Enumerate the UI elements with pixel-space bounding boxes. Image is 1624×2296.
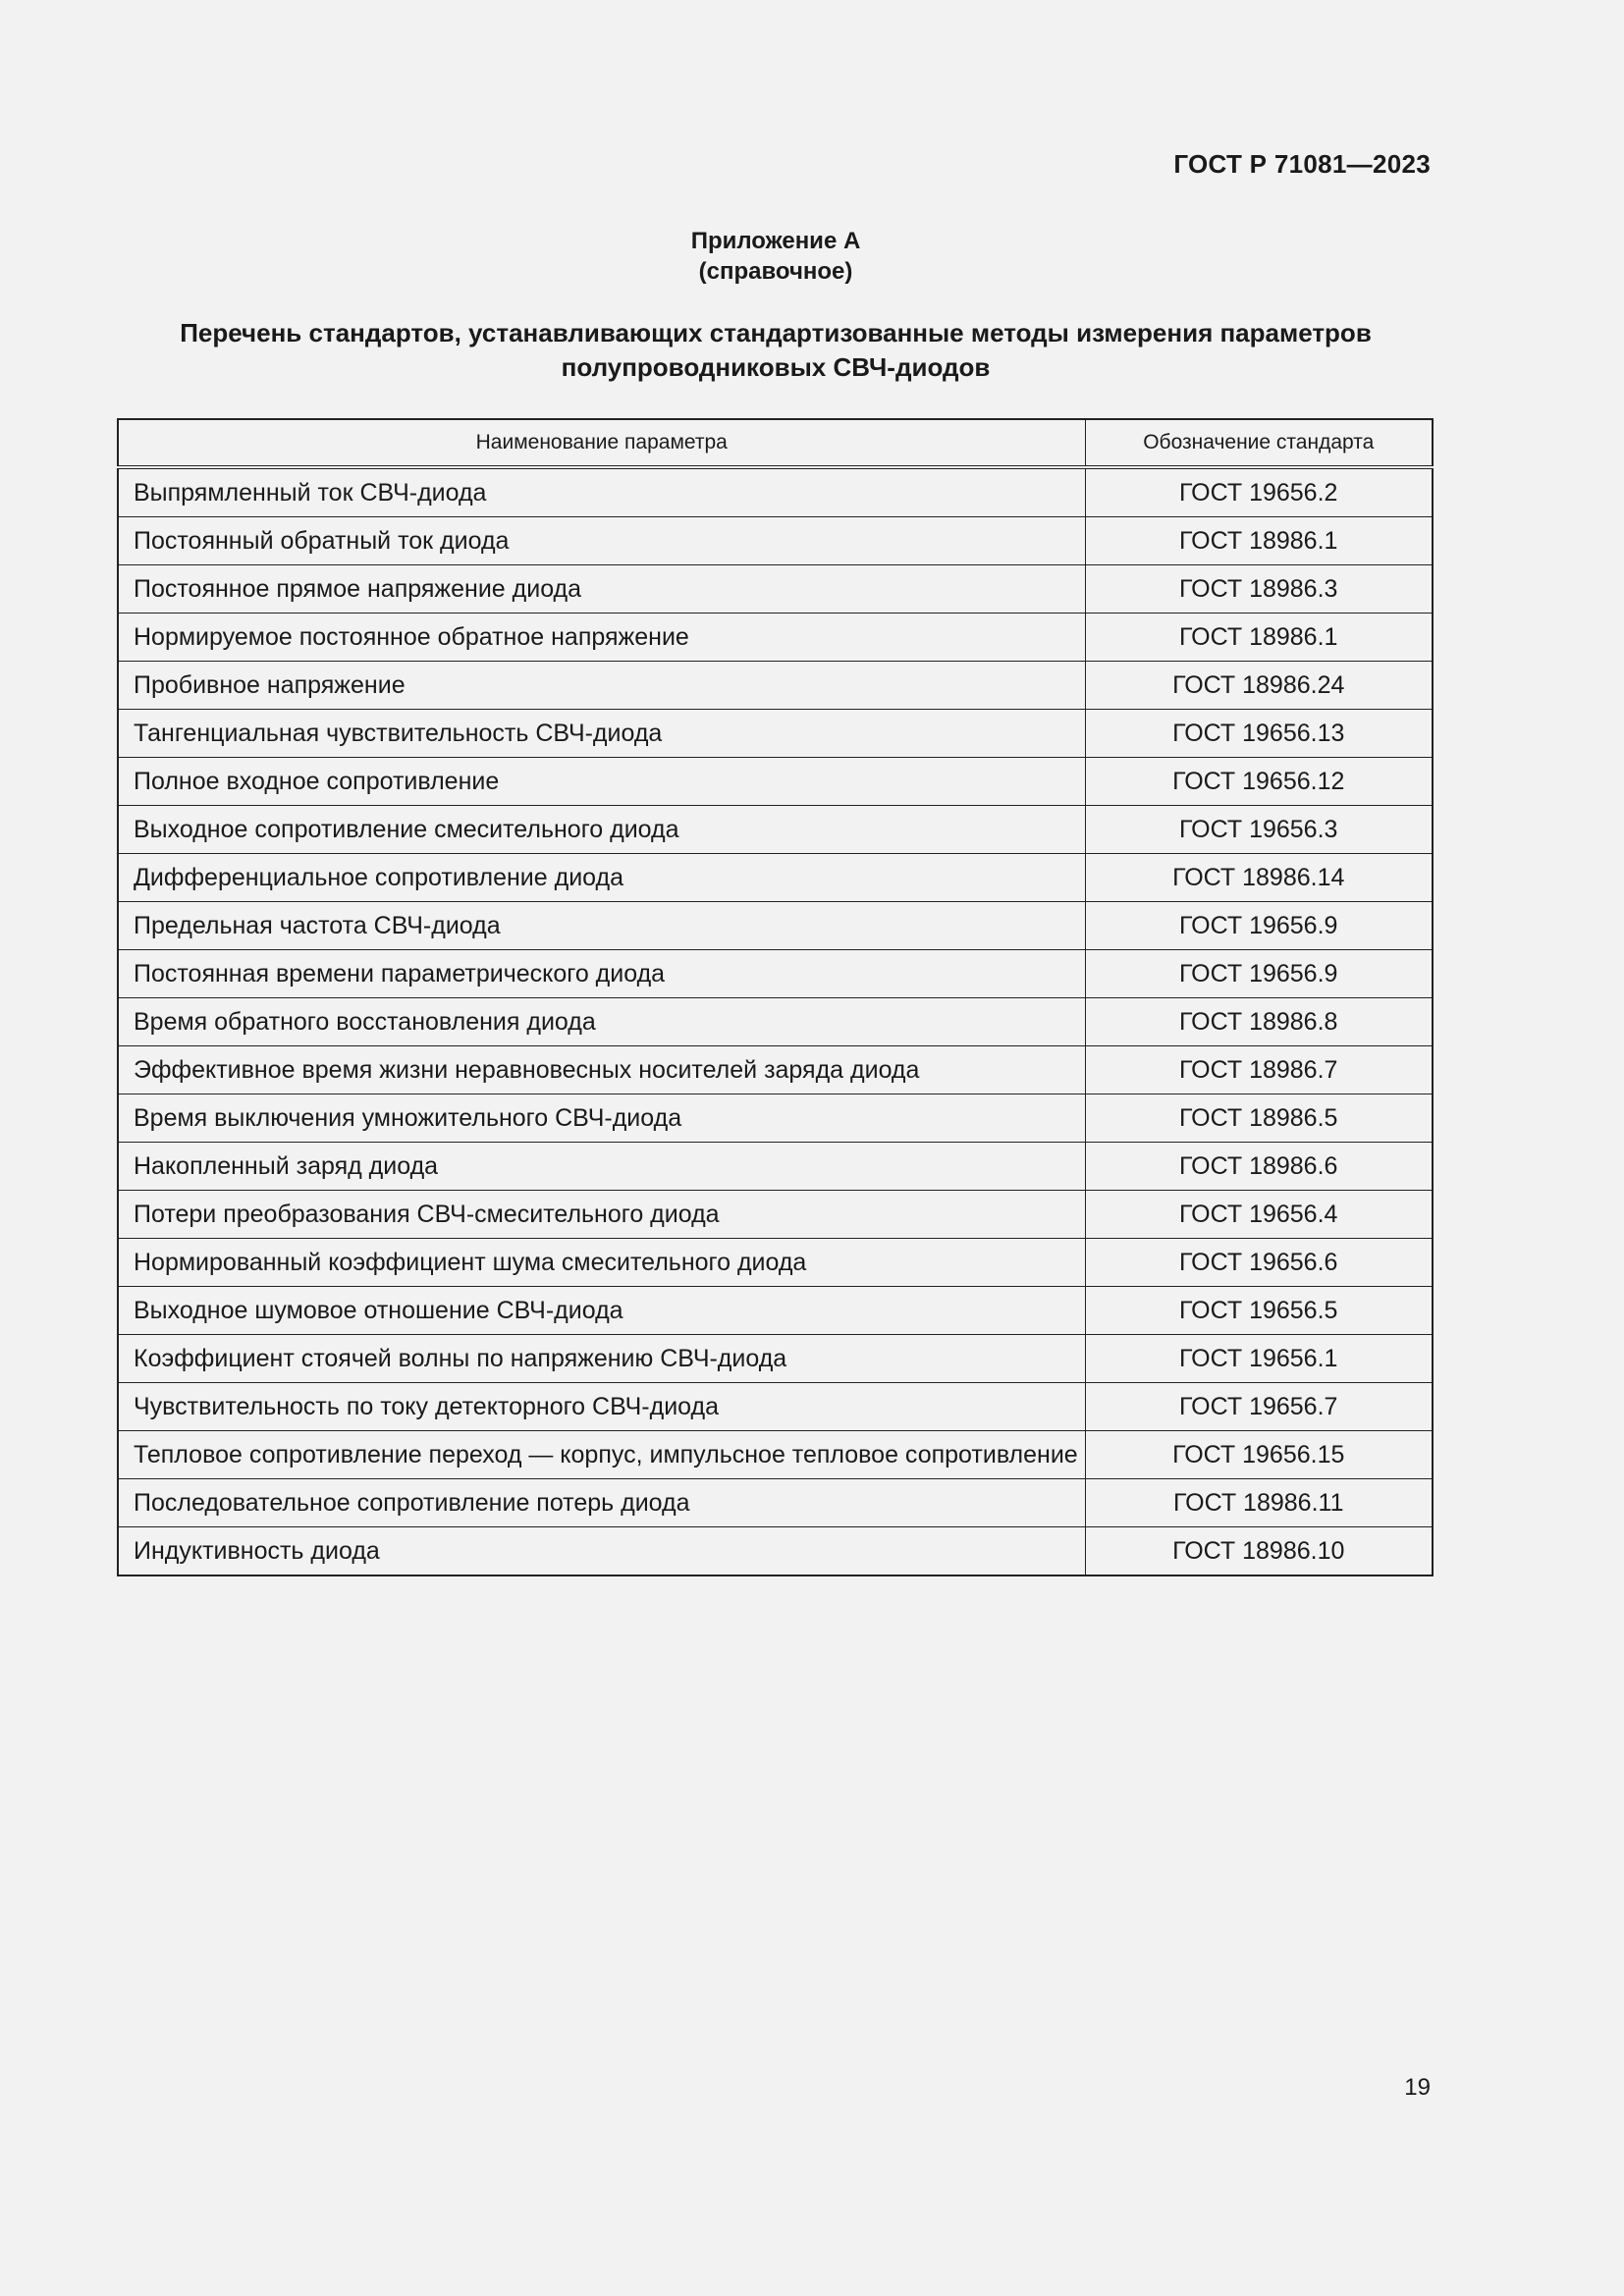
parameter-name-cell: Чувствительность по току детекторного СВЧ-диода xyxy=(118,1383,1085,1431)
standard-code-cell: ГОСТ 19656.15 xyxy=(1085,1431,1433,1479)
table-row xyxy=(118,998,1433,1046)
parameter-name-cell: Дифференциальное сопротивление диода xyxy=(118,854,1085,902)
standard-code-cell: ГОСТ 18986.1 xyxy=(1085,614,1433,662)
standard-code-cell: ГОСТ 19656.2 xyxy=(1085,467,1433,517)
table-row xyxy=(118,662,1433,710)
standard-code-cell: ГОСТ 18986.11 xyxy=(1085,1479,1433,1527)
standards-table xyxy=(117,418,1434,1576)
table-row xyxy=(118,1527,1433,1576)
standard-code-cell: ГОСТ 19656.6 xyxy=(1085,1239,1433,1287)
document-title xyxy=(0,316,1551,385)
standard-code-cell: ГОСТ 19656.13 xyxy=(1085,710,1433,758)
parameter-name-cell: Потери преобразования СВЧ-смесительного диода xyxy=(118,1191,1085,1239)
appendix-title: Приложение А xyxy=(690,228,861,254)
table-row xyxy=(118,614,1433,662)
table-row xyxy=(118,565,1433,614)
table-row xyxy=(118,950,1433,998)
standard-code-cell: ГОСТ 18986.24 xyxy=(1085,662,1433,710)
standard-code-cell: ГОСТ 18986.1 xyxy=(1085,517,1433,565)
page-number: 19 xyxy=(1404,2074,1431,2101)
table-row xyxy=(118,902,1433,950)
parameter-name-cell: Полное входное сопротивление xyxy=(118,758,1085,806)
table-row xyxy=(118,1479,1433,1527)
document-code: ГОСТ Р 71081—2023 xyxy=(1173,149,1431,179)
appendix-heading xyxy=(0,226,1551,287)
document-title-line-1: Перечень стандартов, устанавливающих стандартизованные методы измерения параметров xyxy=(180,318,1372,347)
parameter-name-cell: Накопленный заряд диода xyxy=(118,1143,1085,1191)
parameter-name-cell: Индуктивность диода xyxy=(118,1527,1085,1576)
table-row xyxy=(118,1335,1433,1383)
table-row xyxy=(118,1383,1433,1431)
parameter-name-cell: Тангенциальная чувствительность СВЧ-диода xyxy=(118,710,1085,758)
standard-code-cell: ГОСТ 19656.7 xyxy=(1085,1383,1433,1431)
parameter-name-cell: Постоянное прямое напряжение диода xyxy=(118,565,1085,614)
standard-code-cell: ГОСТ 19656.4 xyxy=(1085,1191,1433,1239)
table-header-row xyxy=(118,419,1433,467)
standard-code-cell: ГОСТ 19656.9 xyxy=(1085,902,1433,950)
table-row xyxy=(118,806,1433,854)
standard-code-cell: ГОСТ 19656.9 xyxy=(1085,950,1433,998)
table-row xyxy=(118,854,1433,902)
parameter-name-cell: Пробивное напряжение xyxy=(118,662,1085,710)
standard-code-cell: ГОСТ 18986.5 xyxy=(1085,1095,1433,1143)
parameter-name-cell: Время обратного восстановления диода xyxy=(118,998,1085,1046)
parameter-name-cell: Тепловое сопротивление переход — корпус, импульсное тепловое сопротивление xyxy=(118,1431,1085,1479)
document-title-line-2: полупроводниковых СВЧ-диодов xyxy=(561,352,991,382)
table-row xyxy=(118,467,1433,517)
parameter-name-cell: Коэффициент стоячей волны по напряжению СВЧ-диода xyxy=(118,1335,1085,1383)
column-header-parameter: Наименование параметра xyxy=(118,419,1085,467)
parameter-name-cell: Эффективное время жизни неравновесных носителей заряда диода xyxy=(118,1046,1085,1095)
parameter-name-cell: Выходное сопротивление смесительного диода xyxy=(118,806,1085,854)
table-row xyxy=(118,710,1433,758)
standard-code-cell: ГОСТ 19656.12 xyxy=(1085,758,1433,806)
parameter-name-cell: Последовательное сопротивление потерь диода xyxy=(118,1479,1085,1527)
table-row xyxy=(118,1239,1433,1287)
standard-code-cell: ГОСТ 18986.14 xyxy=(1085,854,1433,902)
column-header-standard: Обозначение стандарта xyxy=(1085,419,1433,467)
table-row xyxy=(118,517,1433,565)
standard-code-cell: ГОСТ 19656.3 xyxy=(1085,806,1433,854)
table-body xyxy=(118,467,1433,1575)
table-row xyxy=(118,758,1433,806)
standard-code-cell: ГОСТ 19656.5 xyxy=(1085,1287,1433,1335)
parameter-name-cell: Время выключения умножительного СВЧ-диода xyxy=(118,1095,1085,1143)
table-row xyxy=(118,1287,1433,1335)
standard-code-cell: ГОСТ 18986.8 xyxy=(1085,998,1433,1046)
table-row xyxy=(118,1095,1433,1143)
standard-code-cell: ГОСТ 18986.7 xyxy=(1085,1046,1433,1095)
table-row xyxy=(118,1191,1433,1239)
table-row xyxy=(118,1431,1433,1479)
parameter-name-cell: Предельная частота СВЧ-диода xyxy=(118,902,1085,950)
parameter-name-cell: Выпрямленный ток СВЧ-диода xyxy=(118,467,1085,517)
standard-code-cell: ГОСТ 18986.3 xyxy=(1085,565,1433,614)
parameter-name-cell: Постоянная времени параметрического диода xyxy=(118,950,1085,998)
standard-code-cell: ГОСТ 18986.10 xyxy=(1085,1527,1433,1576)
parameter-name-cell: Нормированный коэффициент шума смесительного диода xyxy=(118,1239,1085,1287)
appendix-subtitle: (справочное) xyxy=(698,258,853,285)
standard-code-cell: ГОСТ 18986.6 xyxy=(1085,1143,1433,1191)
parameter-name-cell: Выходное шумовое отношение СВЧ-диода xyxy=(118,1287,1085,1335)
table-row xyxy=(118,1143,1433,1191)
standard-code-cell: ГОСТ 19656.1 xyxy=(1085,1335,1433,1383)
parameter-name-cell: Постоянный обратный ток диода xyxy=(118,517,1085,565)
table-row xyxy=(118,1046,1433,1095)
parameter-name-cell: Нормируемое постоянное обратное напряжение xyxy=(118,614,1085,662)
